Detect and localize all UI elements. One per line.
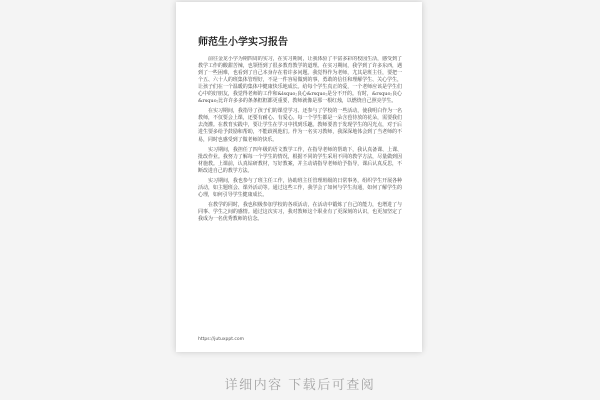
- document-title: 师范生小学实习报告: [198, 37, 288, 48]
- body-paragraph: 在实习期间，我指导了孩子们的课堂学习、还参与了学校的一些活动，使我明白作为一名教师，不仅要会上课，还要有耐心、有爱心。每一个学生都是一朵含苞待放的花朵，需要我们去浇灌。在教育实践中，要让学生在学习中找到乐趣。教师要善于发现学生的闪光点，对于后进生要多给予鼓励和帮助，不能歧视他们。作为一名实习教师，我深深地体会到了当老师的不易，同时也感受到了做老师的快乐。: [198, 108, 402, 143]
- page-footer-url: https://jutuxppt.com: [198, 337, 245, 342]
- document-page: [176, 2, 422, 352]
- body-paragraph: 在教学的同时，我也积极参加学校的各项活动，在活动中锻炼了自己的能力，也增进了与同事、学生之间的感情。通过这次实习，我对教师这个职业有了更深刻的认识，也更加坚定了我成为一名优秀教师的信念。: [198, 201, 402, 222]
- document-body: [198, 56, 402, 332]
- body-paragraph: 前往金龙小学为期四周的实习，在实习期间，让我体验了丰富多彩的校园生活，感受到了教学工作的酸甜苦辣，也领悟到了很多教育教学的道理。在实习期间，我学到了许多东西，遇到了一些困难，也看到了自己本身存在着许多问题。我觉得作为老师，尤其是班主任，要把一个五、六十人的班集体管理好，不是一件容易做到的事，勇敢的信任和理解学生、关心学生，让孩子们在一个温暖的集体中健康快乐地成长。给每个学生真正的爱，一个老师应该是学生们心中的好朋友，我觉得老师的工作和&lsquo;良心&rsquo;是分不开的。有时，&rsquo;良心&rsquo;比许许多多的条条框框都更重要，教师就像是那一根红烛，以燃烧自己照亮学生。: [198, 56, 402, 105]
- body-paragraph: 实习期间，我也参与了班主任工作，协助班主任管理班级的日常事务，组织学生开展各种活动，如主题班会、课外活动等。通过这些工作，我学会了如何与学生沟通，如何了解学生的心理，如何引导学生健康成长。: [198, 177, 402, 198]
- download-to-view-hint[interactable]: 详细内容 下载后可查阅: [224, 378, 376, 393]
- body-paragraph: 实习期间，我担任了四年级的语文教学工作，在指导老师的帮助下，我认真备课、上课、批改作业。我努力了解每一个学生的情况，根据不同的学生采用不同的教学方法，尽量做到因材施教。上课前，认真钻研教材，写好教案，并主动请指导老师给予指导，课后认真反思，不断改进自己的教学方法。: [198, 146, 402, 174]
